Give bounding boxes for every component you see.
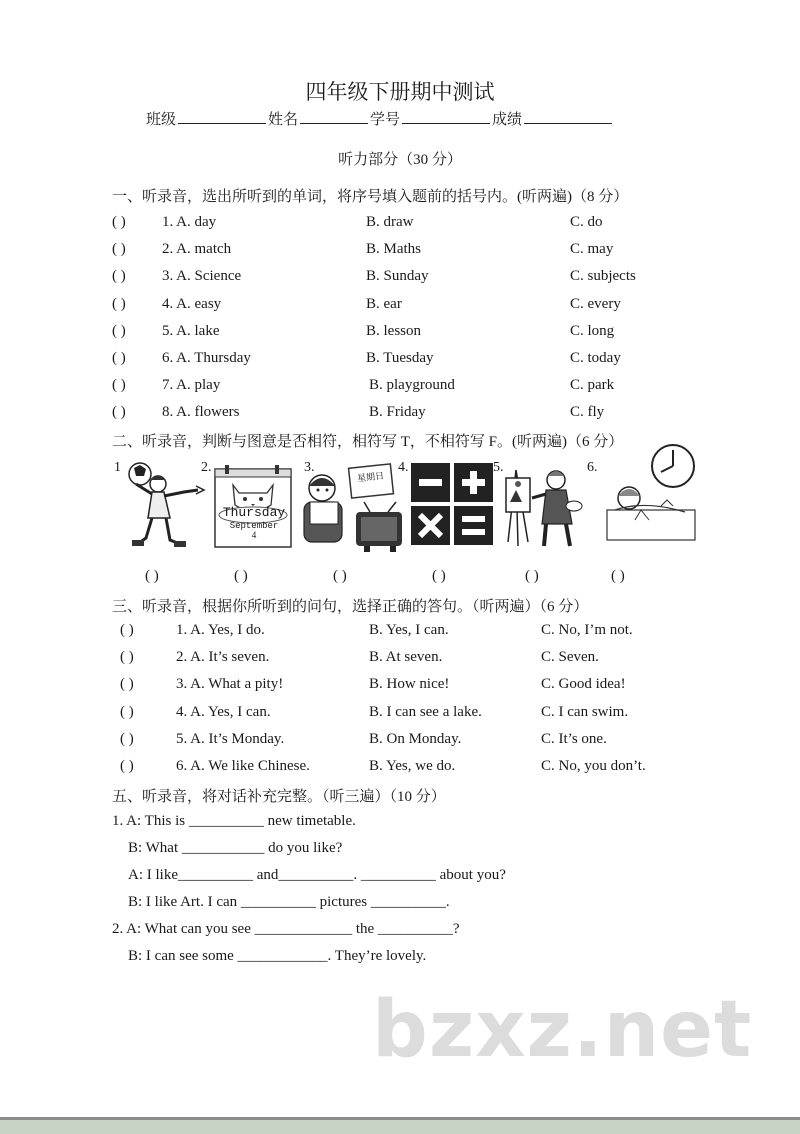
section1-heading: 一、听录音，选出所听到的单词，将序号填入题前的括号内。(听两遍)（8 分） (112, 189, 629, 205)
bottom-bar (0, 1120, 800, 1134)
calendar-day-text: Thursday (222, 505, 286, 520)
option-c: C. Seven. (541, 649, 599, 666)
calendar-month-text: September (229, 521, 279, 531)
score-label: 成绩 (492, 112, 523, 128)
option-a: 1. A. day (162, 214, 217, 230)
answer-paren: ( ) (112, 214, 126, 230)
dialogue-line-4: B: I like Art. I can __________ pictures __________. (128, 894, 450, 910)
option-c: C. today (570, 350, 621, 366)
football-player-picture (118, 460, 206, 550)
section3-heading: 三、听录音，根据你所听到的问句，选择正确的答句。（听两遍）（6 分） (112, 599, 589, 615)
option-b: B. At seven. (369, 649, 443, 666)
option-a: 6. A. We like Chinese. (176, 758, 310, 774)
option-b: B. Yes, we do. (369, 758, 456, 774)
answer-paren: ( ) (120, 676, 134, 693)
option-a: 7. A. play (162, 377, 221, 394)
score-blank (524, 109, 612, 124)
answer-paren: ( ) (120, 730, 134, 747)
option-c: C. may (570, 241, 614, 258)
answer-paren: ( ) (112, 404, 126, 421)
boy-watching-tv-picture (298, 462, 410, 554)
id-blank (402, 109, 490, 124)
picture-number-1: 1 (114, 460, 121, 475)
student-info-line (146, 108, 614, 129)
option-b: B. I can see a lake. (369, 703, 482, 720)
option-c: C. long (570, 322, 615, 339)
sign-text: 星期日 (356, 470, 385, 484)
option-c: C. I can swim. (541, 703, 629, 720)
option-a: 5. A. It’s Monday. (176, 730, 285, 747)
id-label: 学号 (370, 112, 401, 128)
man-painting-picture (502, 462, 590, 550)
picture-answer-paren: ( ) (611, 568, 625, 584)
option-b: B. How nice! (369, 676, 450, 693)
answer-paren: ( ) (120, 758, 134, 774)
picture-number-5: 5. (493, 460, 504, 475)
answer-paren: ( ) (112, 377, 126, 394)
option-b: B. ear (366, 295, 402, 312)
answer-paren: ( ) (120, 649, 134, 666)
option-b: B. On Monday. (369, 730, 462, 747)
option-a: 4. A. Yes, I can. (176, 703, 271, 720)
option-a: 8. A. flowers (162, 404, 240, 421)
name-label: 姓名 (268, 112, 299, 128)
option-b: B. draw (366, 214, 414, 230)
option-c: C. fly (570, 404, 605, 421)
option-c: C. No, I’m not. (541, 622, 633, 638)
answer-paren: ( ) (112, 241, 126, 258)
option-c: C. Good idea! (541, 676, 626, 693)
section2-heading: 二、听录音，判断与图意是否相符，相符写 T，不相符写 F。(听两遍)（6 分） (112, 434, 624, 450)
picture-number-2: 2. (201, 460, 212, 475)
option-c: C. subjects (570, 268, 636, 285)
option-a: 4. A. easy (162, 295, 222, 312)
option-a: 3. A. What a pity! (176, 676, 284, 693)
picture-answer-paren: ( ) (432, 568, 446, 584)
option-a: 2. A. It’s seven. (176, 649, 270, 666)
option-b: B. Yes, I can. (369, 622, 449, 638)
class-label: 班级 (146, 112, 177, 128)
answer-paren: ( ) (112, 268, 126, 285)
class-blank (178, 109, 266, 124)
answer-paren: ( ) (112, 350, 126, 366)
calendar-date-text: 4 (251, 530, 257, 540)
dialogue-line-6: B: I can see some ____________. They’re lovely. (128, 948, 427, 964)
option-c: C. every (570, 295, 621, 312)
answer-paren: ( ) (120, 703, 134, 720)
dialogue-line-1: 1. A: This is __________ new timetable. (112, 813, 356, 829)
option-b: B. Tuesday (366, 350, 434, 366)
section-subtitle: 听力部分（30 分） (338, 152, 462, 168)
answer-paren: ( ) (112, 322, 126, 339)
dialogue-line-5: 2. A: What can you see _____________ the __________? (112, 921, 460, 937)
picture-answer-paren: ( ) (333, 568, 347, 584)
option-a: 1. A. Yes, I do. (176, 622, 265, 638)
answer-paren: ( ) (112, 295, 126, 312)
answer-paren: ( ) (120, 622, 134, 638)
math-symbols-picture (411, 463, 493, 545)
picture-number-4: 4. (398, 460, 409, 475)
girl-in-bed-clock-picture (605, 440, 701, 544)
option-a: 3. A. Science (162, 268, 242, 285)
name-blank (300, 109, 368, 124)
option-c: C. It’s one. (541, 730, 607, 747)
option-c: C. park (570, 377, 615, 394)
dialogue-line-3: A: I like__________ and__________. __________ about you? (128, 867, 506, 883)
option-c: C. No, you don’t. (541, 758, 646, 774)
picture-number-6: 6. (587, 460, 598, 475)
watermark: bzxz.net (372, 985, 753, 1075)
picture-answer-paren: ( ) (525, 568, 539, 584)
option-b: B. Friday (369, 404, 426, 421)
dialogue-line-2: B: What ___________ do you like? (128, 840, 343, 856)
option-c: C. do (570, 214, 603, 230)
option-b: B. playground (369, 377, 455, 394)
option-a: 5. A. lake (162, 322, 220, 339)
option-b: B. Sunday (366, 268, 429, 285)
option-a: 6. A. Thursday (162, 350, 251, 366)
option-a: 2. A. match (162, 241, 232, 258)
page-title: 四年级下册期中测试 (305, 80, 495, 104)
option-b: B. lesson (366, 322, 422, 339)
option-b: B. Maths (366, 241, 422, 258)
picture-answer-paren: ( ) (145, 568, 159, 584)
picture-answer-paren: ( ) (234, 568, 248, 584)
picture-number-3: 3. (304, 460, 315, 475)
section5-heading: 五、听录音，将对话补充完整。（听三遍）（10 分） (112, 789, 446, 805)
